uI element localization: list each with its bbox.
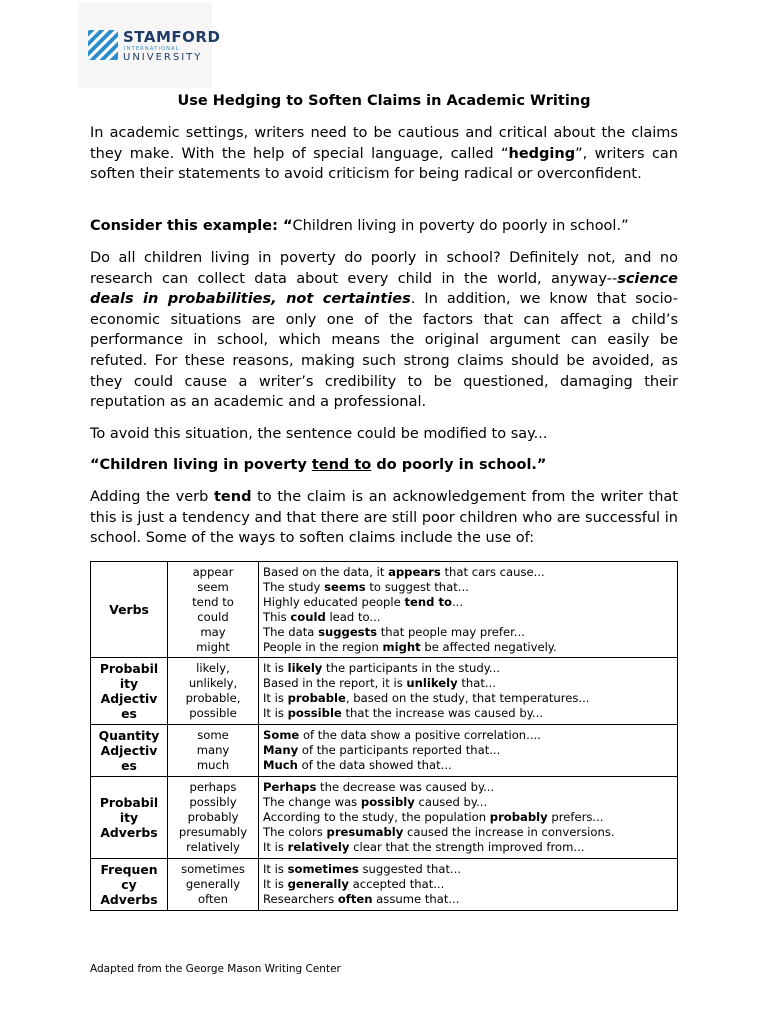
- example-line: [263, 728, 673, 743]
- example-text: It is: [263, 862, 288, 876]
- example-text: ...: [451, 594, 464, 609]
- example-text: the decrease was caused by...: [316, 780, 495, 794]
- explanation-paragraph: [90, 487, 678, 549]
- example-line: [263, 565, 673, 580]
- hedge-word: could: [197, 609, 229, 624]
- revised-text-end: do poorly in school.”: [371, 457, 547, 473]
- examples-cell: [259, 859, 678, 911]
- hedge-words-cell: [168, 859, 259, 911]
- example-text: that people may prefer...: [377, 624, 525, 639]
- example-text: suggested that...: [358, 862, 462, 876]
- example-text: be affected negatively.: [420, 639, 557, 654]
- intro-text: In academic settings, writers need to be cautious and critical about the claims they make. With the help of special language, called “: [90, 125, 678, 162]
- example-text: Based in the report, it is: [263, 676, 407, 690]
- example-line: [263, 661, 673, 676]
- example-line: [263, 625, 673, 640]
- hedge-word: appear: [192, 564, 234, 579]
- example-line: [263, 595, 673, 610]
- example-label: Consider this example: “: [90, 218, 293, 234]
- example-key: likely: [287, 661, 323, 675]
- example-line: [263, 825, 673, 840]
- category-label: Adverbs: [100, 825, 158, 840]
- argument-text: Do all children living in poverty do poorly in school? Definitely not, and no research can collect data about every child in the world, anyway--: [90, 250, 678, 287]
- hedge-word: presumably: [178, 825, 248, 839]
- example-sentence: Children living in poverty do poorly in school.”: [292, 218, 629, 234]
- example-key: often: [337, 892, 373, 906]
- hedge-word: some: [197, 728, 229, 742]
- argument-emphasis: science deals in probabilities, not certainties: [90, 270, 678, 308]
- hedge-word: probably: [187, 810, 239, 824]
- example-key: appears: [388, 564, 441, 579]
- example-text: to suggest that...: [365, 579, 469, 594]
- table-row: [91, 859, 678, 911]
- category-label: Adjectiv: [100, 691, 158, 706]
- transition-paragraph: To avoid this situation, the sentence could be modified to say...: [90, 426, 548, 442]
- category-cell: [91, 658, 168, 725]
- example-text: the participants in the study...: [322, 661, 500, 675]
- example-text: This: [263, 609, 291, 624]
- category-label: Probabil: [99, 661, 159, 676]
- examples-cell: [259, 777, 678, 859]
- example-line: [263, 743, 673, 758]
- hedge-word: probable,: [185, 691, 241, 705]
- example-text: Based on the data, it: [263, 564, 389, 579]
- example-key: possibly: [360, 795, 415, 809]
- university-logo: [78, 2, 221, 88]
- category-label: ity: [119, 810, 139, 825]
- example-key: Perhaps: [263, 780, 317, 794]
- hedge-words-cell: [168, 562, 259, 658]
- hedge-word: might: [196, 639, 230, 654]
- example-text: of the data showed that...: [297, 758, 452, 772]
- example-text: It is: [263, 877, 288, 891]
- hedging-term: hedging: [508, 145, 576, 162]
- example-text: , based on the study, that temperatures...: [345, 691, 590, 705]
- category-cell: [91, 777, 168, 859]
- hedge-word: unlikely,: [188, 676, 238, 690]
- hedge-word: many: [196, 743, 230, 757]
- example-key: possible: [287, 706, 342, 720]
- example-key: Much: [263, 758, 298, 772]
- explanation-text-end: to the claim is an acknowledgement from the writer that this is just a tendency and that there are still poor children who are successful in school. Some of the ways to soften claims include the use of:: [90, 489, 678, 547]
- example-line: [263, 862, 673, 877]
- hedging-table-body: [91, 562, 678, 911]
- hedge-words-cell: [168, 725, 259, 777]
- example-text: that the increase was caused by...: [341, 706, 543, 720]
- hedge-word: often: [198, 892, 228, 906]
- example-text: lead to...: [325, 609, 381, 624]
- category-label: es: [121, 758, 137, 773]
- category-label: Adjectiv: [100, 743, 158, 758]
- argument-paragraph: [90, 248, 678, 413]
- example-line: [263, 676, 673, 691]
- category-label: ity: [119, 676, 139, 691]
- example-key: probable: [287, 691, 346, 705]
- hedge-word: perhaps: [189, 780, 237, 794]
- footer-credit: Adapted from the George Mason Writing Center: [90, 963, 341, 975]
- example-text: Highly educated people: [263, 594, 405, 609]
- example-text: The study: [263, 579, 325, 594]
- category-cell: [91, 725, 168, 777]
- hedge-word: seem: [197, 579, 229, 594]
- example-line: [263, 892, 673, 907]
- example-text: The data: [263, 624, 319, 639]
- example-key: Some: [263, 728, 300, 742]
- page-title: Use Hedging to Soften Claims in Academic Writing: [177, 93, 591, 109]
- category-cell: [91, 562, 168, 658]
- intro-text-end: ”, writers can soften their statements to avoid criticism for being radical or overconfident.: [90, 145, 678, 183]
- example-key: could: [290, 609, 326, 624]
- example-text: caused the increase in conversions.: [403, 825, 615, 839]
- example-text: assume that...: [372, 892, 460, 906]
- revised-sentence: [90, 455, 678, 476]
- table-row: [91, 562, 678, 658]
- hedge-words-cell: [168, 658, 259, 725]
- example-text: It is: [263, 691, 288, 705]
- example-text: It is: [263, 661, 288, 675]
- examples-cell: [259, 658, 678, 725]
- hedge-word: sometimes: [181, 862, 245, 876]
- explanation-term: tend: [213, 489, 252, 505]
- hedge-words-cell: [168, 777, 259, 859]
- hedge-word: may: [200, 624, 226, 639]
- example-key: might: [382, 639, 421, 654]
- example-text: Researchers: [263, 892, 338, 906]
- category-label: Adverbs: [100, 892, 158, 907]
- example-text: It is: [263, 840, 288, 854]
- example-line: [263, 810, 673, 825]
- example-text: of the participants reported that...: [298, 743, 501, 757]
- hedge-word: likely,: [196, 661, 230, 675]
- table-row: [91, 658, 678, 725]
- example-key: probably: [489, 810, 548, 824]
- example-line: [263, 580, 673, 595]
- example-text: clear that the strength improved from...: [349, 840, 585, 854]
- example-line: [263, 840, 673, 855]
- category-label: Probabil: [99, 795, 159, 810]
- example-key: tend to: [404, 594, 452, 609]
- example-text: that...: [457, 676, 496, 690]
- revised-hedge: tend to: [311, 457, 372, 473]
- example-text: The colors: [263, 825, 327, 839]
- example-text: prefers...: [547, 810, 604, 824]
- hedge-word: possible: [189, 706, 237, 720]
- table-row: [91, 777, 678, 859]
- stamford-logo-icon: [88, 30, 118, 60]
- example-key: relatively: [287, 840, 350, 854]
- example-text: People in the region: [263, 639, 383, 654]
- example-line: [263, 758, 673, 773]
- example-key: suggests: [318, 624, 378, 639]
- hedge-word: tend to: [192, 594, 234, 609]
- table-row: [91, 725, 678, 777]
- examples-cell: [259, 725, 678, 777]
- logo-tagline: INTERNATIONAL: [124, 46, 180, 52]
- logo-sub: UNIVERSITY: [123, 52, 203, 63]
- example-key: seems: [324, 579, 366, 594]
- hedge-word: relatively: [186, 840, 240, 854]
- example-line: [263, 691, 673, 706]
- example-line: [263, 780, 673, 795]
- example-text: that cars cause...: [440, 564, 545, 579]
- example-text: It is: [263, 706, 288, 720]
- category-label: es: [121, 706, 137, 721]
- example-key: sometimes: [287, 862, 359, 876]
- hedging-table: [90, 561, 678, 911]
- category-label: cy: [121, 877, 137, 892]
- example-line: [263, 877, 673, 892]
- example-key: unlikely: [406, 676, 458, 690]
- hedge-word: possibly: [189, 795, 237, 809]
- example-text: According to the study, the population: [263, 810, 490, 824]
- example-key: generally: [287, 877, 349, 891]
- example-text: accepted that...: [348, 877, 445, 891]
- explanation-text: Adding the verb: [90, 489, 214, 505]
- hedge-word: generally: [185, 877, 241, 891]
- hedge-word: much: [196, 758, 230, 772]
- example-key: Many: [263, 743, 299, 757]
- example-line: [263, 640, 673, 655]
- example-text: caused by...: [414, 795, 488, 809]
- revised-text: “Children living in poverty: [90, 457, 312, 473]
- example-text: of the data show a positive correlation....: [299, 728, 541, 742]
- argument-text-end: . In addition, we know that socio-economic situations are only one of the factors that can affect a child’s performance in school, which means the original argument can easily be refuted. For these reasons, making such strong claims should be avoided, as they could cause a writer’s credibility to be questioned, damaging their reputation as an academic and a professional.: [90, 291, 678, 411]
- logo-name: STAMFORD: [123, 28, 221, 46]
- example-paragraph: [90, 216, 678, 237]
- category-label: Verbs: [109, 602, 149, 617]
- category-label: Frequen: [100, 862, 158, 877]
- category-label: Quantity: [98, 728, 160, 743]
- examples-cell: [259, 562, 678, 658]
- intro-paragraph: [90, 123, 678, 185]
- example-text: The change was: [263, 795, 361, 809]
- example-key: presumably: [326, 825, 404, 839]
- example-line: [263, 795, 673, 810]
- example-line: [263, 706, 673, 721]
- category-cell: [91, 859, 168, 911]
- example-line: [263, 610, 673, 625]
